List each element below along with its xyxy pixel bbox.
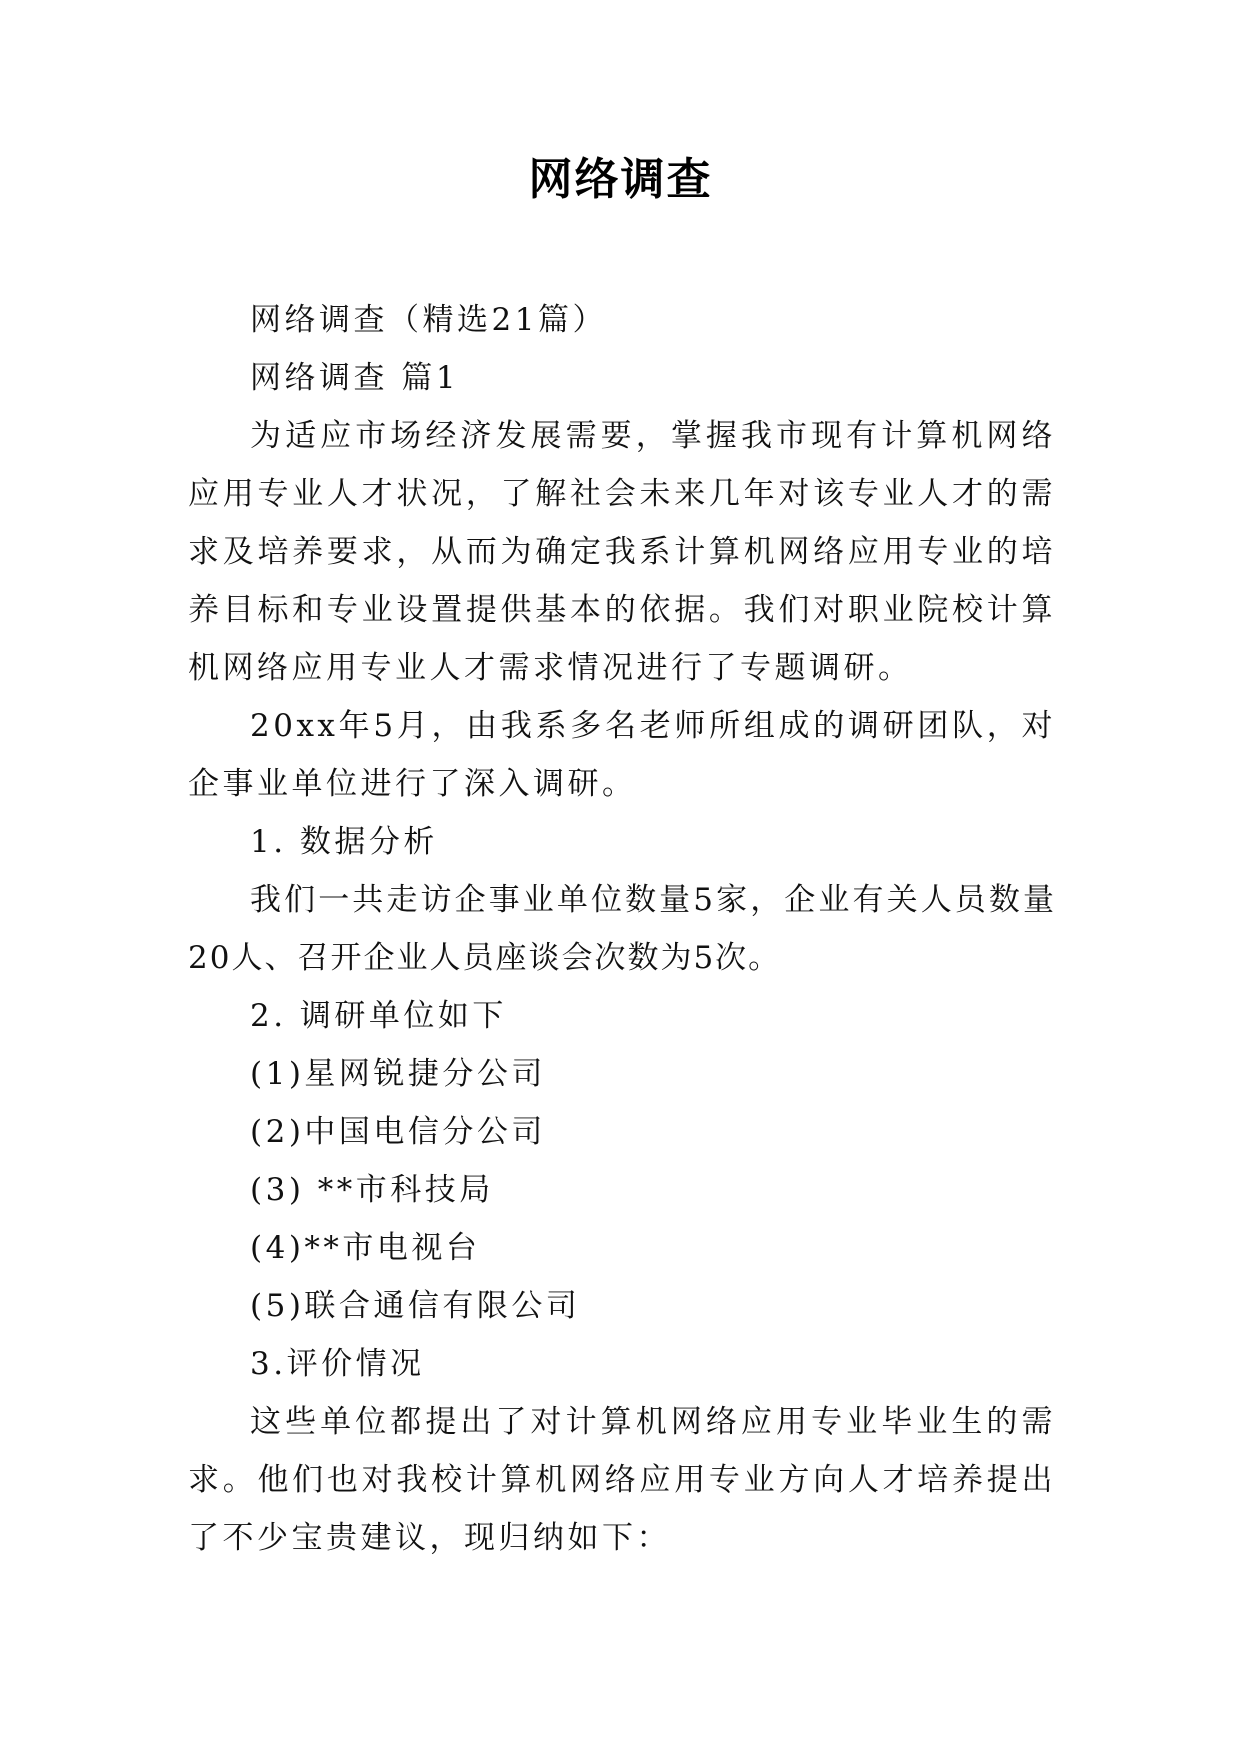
unit-list-item: (5)联合通信有限公司 — [250, 1288, 581, 1324]
unit-list-item: (3) **市科技局 — [250, 1172, 494, 1208]
list-heading-units: 2. 调研单位如下 — [250, 998, 507, 1034]
paragraph-research-team: 20xx年5月，由我系多名老师所组成的调研团队，对企事业单位进行了深入调研。 — [188, 708, 1056, 802]
list-heading-evaluation: 3.评价情况 — [250, 1346, 425, 1382]
document-title: 网络调查 — [528, 154, 713, 205]
list-heading-data-analysis: 1. 数据分析 — [250, 824, 438, 860]
paragraph-evaluation: 这些单位都提出了对计算机网络应用专业毕业生的需求。他们也对我校计算机网络应用专业方向人才培养提出了不少宝贵建议，现归纳如下： — [188, 1404, 1056, 1556]
unit-list-item: (2)中国电信分公司 — [250, 1114, 546, 1150]
document-subtitle: 网络调查（精选21篇） — [250, 302, 607, 338]
unit-list-item: (4)**市电视台 — [250, 1230, 481, 1266]
document-body — [188, 291, 1056, 1567]
paragraph-intro: 为适应市场经济发展需要，掌握我市现有计算机网络应用专业人才状况，了解社会未来几年对该专业人才的需求及培养要求，从而为确定我系计算机网络应用专业的培养目标和专业设置提供基本的依据。我们对职业院校计算机网络应用专业人才需求情况进行了专题调研。 — [188, 418, 1056, 686]
paragraph-data-analysis: 我们一共走访企事业单位数量5家，企业有关人员数量20人、召开企业人员座谈会次数为5次。 — [188, 882, 1056, 976]
unit-list-item: (1)星网锐捷分公司 — [250, 1056, 546, 1092]
section-heading: 网络调查 篇1 — [250, 360, 460, 396]
